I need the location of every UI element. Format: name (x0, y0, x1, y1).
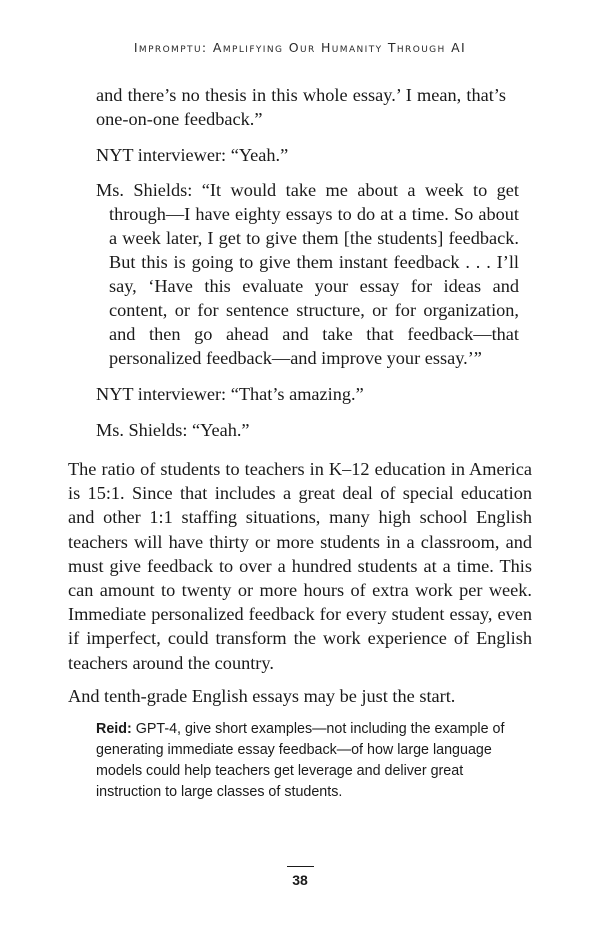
quote-shields-long: Ms. Shields: “It would take me about a week to get through—I have eighty essays to do at a time. So about a week later, I get to give them [the students] feedback. But this is going to give them instant feedback . . . I’ll say, ‘Have this evaluate your essay for ideas and content, or for sentence structure, or for organization, and then go ahead and take that feedback—that personalized feedback—and improve your essay.’” (96, 180, 519, 368)
quote-nyt-amazing: NYT interviewer: “That’s amazing.” (96, 384, 364, 404)
page-number-rule (287, 866, 314, 867)
quote-shields-yeah: Ms. Shields: “Yeah.” (96, 420, 250, 440)
prompt-text: GPT-4, give short examples—not including the example of generating immediate essay feedback—of how large language models could help teachers get leverage and deliver great instruction to large classes of students. (96, 721, 505, 800)
body-paragraph-2: And tenth-grade English essays may be just the start. (68, 686, 456, 706)
body-paragraph-1: The ratio of students to teachers in K–12 education in America is 15:1. Since that includes a great deal of special education and other 1:1 staffing situations, many high school English teachers will have thirty or more students in a classroom, and must give feedback to over a hundred students at a time. This can amount to twenty or more hours of extra work per week. Immediate personalized feedback for every student essay, even if imperfect, could transform the work experience of English teachers around the country. (68, 459, 532, 673)
quote-continuation: and there’s no thesis in this whole essay.’ I mean, that’s one-on-one feedback.” (96, 85, 506, 129)
quote-nyt-yeah: NYT interviewer: “Yeah.” (96, 145, 289, 165)
prompt-speaker: Reid: (96, 721, 132, 737)
reid-prompt (96, 719, 516, 803)
page-number: 38 (292, 872, 308, 888)
running-header: Impromptu: Amplifying Our Humanity Through AI (133, 40, 467, 55)
